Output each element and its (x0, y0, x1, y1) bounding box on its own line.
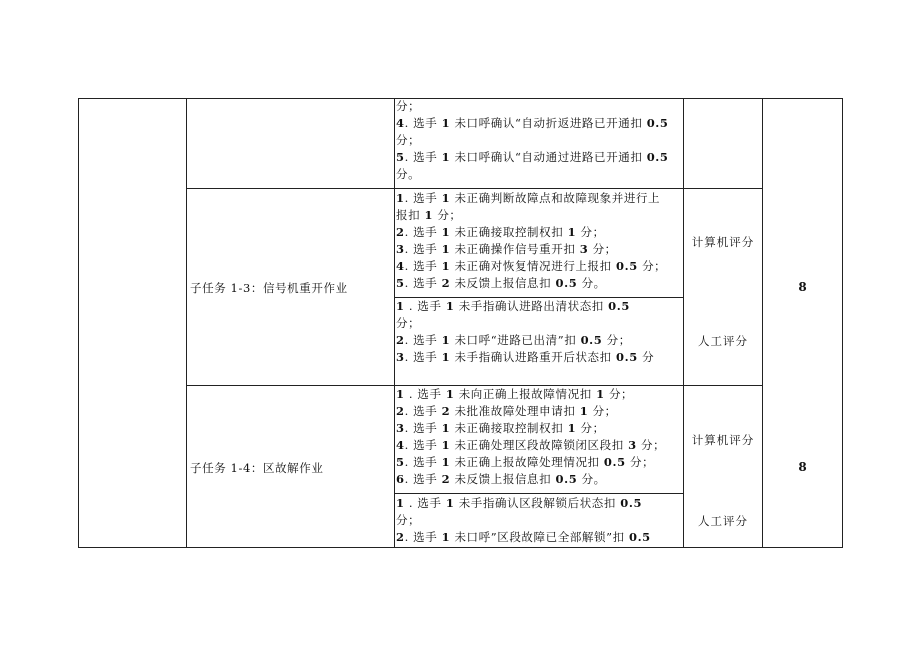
criteria-line: 2. 选手 1 未口呼”区段故障已全部解锁”扣 0.5 (396, 530, 651, 544)
computer-criteria (396, 189, 682, 297)
criteria-line: 分； (396, 133, 421, 147)
criteria-line: 3. 选手 1 未正确接取控制权扣 1 分； (396, 421, 605, 435)
criteria-line: 2. 选手 2 未批准故障处理申请扣 1 分； (396, 404, 617, 418)
criteria-line: 1 . 选手 1 未向正确上报故障情况扣 1 分； (396, 387, 634, 401)
table-border-bottom (78, 547, 842, 548)
subtask-score: 8 (798, 460, 807, 474)
column-divider (186, 98, 187, 548)
criteria-line: 报扣 1 分； (396, 208, 462, 222)
scoring-method: 计算机评分 (691, 235, 755, 249)
criteria-line: 4. 选手 1 未口呼确认“自动折返进路已开通扣 0.5 (396, 116, 669, 130)
continuation-criteria (396, 99, 682, 188)
scoring-method: 人工评分 (698, 514, 748, 528)
subtask-name: 子任务 1-4：区故解作业 (190, 461, 324, 475)
manual-criteria (396, 494, 682, 547)
criteria-line: 分； (396, 513, 421, 527)
criteria-line: 3. 选手 1 未手指确认进路重开后状态扣 0.5 分 (396, 350, 655, 364)
criteria-line: 4. 选手 1 未正确处理区段故障锁闭区段扣 3 分； (396, 438, 666, 452)
subtask-score: 8 (798, 280, 807, 294)
subtask-name: 子任务 1-3：信号机重开作业 (190, 281, 348, 295)
criteria-line: 6. 选手 2 未反馈上报信息扣 0.5 分。 (396, 472, 606, 486)
criteria-line: 1. 选手 1 未正确判断故障点和故障现象并进行上 (396, 191, 661, 205)
column-divider (683, 98, 684, 548)
criteria-line: 1 . 选手 1 未手指确认进路出清状态扣 0.5 (396, 299, 630, 313)
criteria-line: 5. 选手 2 未反馈上报信息扣 0.5 分。 (396, 276, 606, 290)
table-border-right (842, 98, 843, 548)
criteria-line: 3. 选手 1 未正确操作信号重开扣 3 分； (396, 242, 617, 256)
criteria-line: 分； (396, 99, 421, 113)
manual-criteria (396, 298, 682, 385)
criteria-line: 4. 选手 1 未正确对恢复情况进行上报扣 0.5 分； (396, 259, 667, 273)
criteria-line: 2. 选手 1 未正确接取控制权扣 1 分； (396, 225, 605, 239)
scoring-method: 计算机评分 (691, 433, 755, 447)
table-border-left (78, 98, 79, 548)
column-divider (394, 98, 395, 548)
criteria-line: 5. 选手 1 未正确上报故障处理情况扣 0.5 分； (396, 455, 655, 469)
criteria-line: 分。 (396, 167, 421, 181)
criteria-line: 2. 选手 1 未口呼“进路已出清”扣 0.5 分； (396, 333, 631, 347)
criteria-line: 5. 选手 1 未口呼确认“自动通过进路已开通扣 0.5 (396, 150, 669, 164)
criteria-line: 1 . 选手 1 未手指确认区段解锁后状态扣 0.5 (396, 496, 643, 510)
computer-criteria (396, 386, 682, 493)
criteria-line: 分； (396, 316, 421, 330)
column-divider (762, 98, 763, 548)
scoring-method: 人工评分 (698, 334, 748, 348)
